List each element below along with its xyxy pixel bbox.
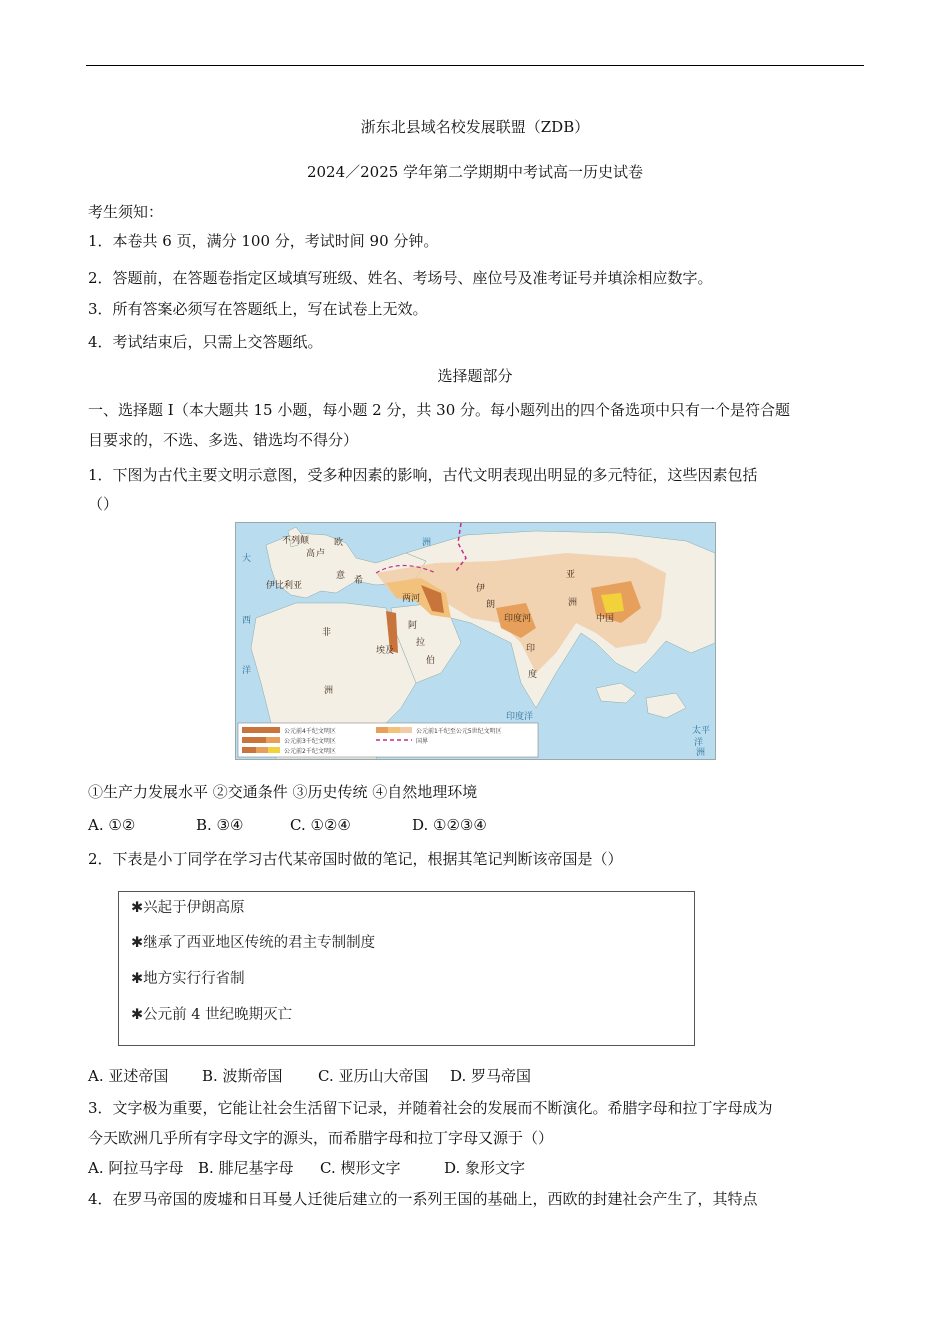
map-label: 洲 [696,748,706,758]
q3-option-a[interactable]: A. 阿拉马字母 [88,1159,184,1177]
map-label: 中国 [596,614,615,624]
map-label: 伊比利亚 [266,581,303,591]
q3-option-d[interactable]: D. 象形文字 [444,1159,526,1177]
section-instruction: 一、选择题 I（本大题共 15 小题，每小题 2 分，共 30 分。每小题列出的四个备选项中只有一个是符合题 [88,401,791,419]
q2-stem: 2．下表是小丁同学在学习古代某帝国时做的笔记，根据其笔记判断该帝国是（） [88,850,623,868]
civilization-map [235,522,716,760]
q1-stem: （） [88,495,119,513]
map-label: 卢 [316,549,326,559]
q4-stem: 4．在罗马帝国的废墟和日耳曼人迁徙后建立的一系列王国的基础上，西欧的封建社会产生了，其特点 [88,1190,758,1208]
map-label: 拉 [416,638,426,648]
q2-notes-box [118,891,695,1046]
legend-swatch [242,727,280,733]
q3-stem: 今天欧洲几乎所有字母文字的源头，而希腊字母和拉丁字母又源于（） [88,1129,554,1147]
map-label: 两河 [402,594,421,604]
map-label: 阿 [408,621,418,631]
map-label: 洲 [324,686,334,696]
q2-option-d[interactable]: D. 罗马帝国 [450,1067,532,1085]
section-title: 选择题部分 [437,367,513,385]
q1-option-b[interactable]: B. ③④ [196,816,244,834]
map-label: 希 [354,576,364,586]
section-instruction: 目要求的，不选、多选、错选均不得分） [88,431,359,449]
notice-item: 4．考试结束后，只需上交答题纸。 [88,333,323,351]
legend-swatch [376,727,388,733]
map-label: 太平 [692,726,711,736]
map-label: 高 [306,549,316,559]
exam-org: 浙东北县域名校发展联盟（ZDB） [360,118,590,136]
notice-heading: 考生须知： [88,203,164,221]
legend-swatch [256,747,268,753]
q1-option-c[interactable]: C. ①②④ [290,816,351,834]
notice-item: 3．所有答案必须写在答题纸上，写在试卷上无效。 [88,300,428,318]
map-label: 亚 [566,570,576,580]
q1-option-d[interactable]: D. ①②③④ [412,816,487,834]
legend-label: 公元前3千纪文明区 [284,738,336,745]
map-label: 伯 [426,656,436,666]
legend-swatch [388,727,400,733]
map-label: 洋 [694,738,704,748]
legend-label: 公元前1千纪至公元5世纪文明区 [416,728,502,735]
exam-title: 2024／2025 学年第二学期期中考试高一历史试卷 [306,163,644,181]
map-label: 洲 [568,598,578,608]
q2-note: ✱地方实行行省制 [131,971,245,987]
q2-option-a[interactable]: A. 亚述帝国 [88,1067,169,1085]
q1-stem: 1．下图为古代主要文明示意图，受多种因素的影响，古代文明表现出明显的多元特征，这些因素包括 [88,466,758,484]
map-label: 欧 [334,538,344,548]
notice-item: 2．答题前，在答题卷指定区域填写班级、姓名、考场号、座位号及准考证号并填涂相应数字。 [88,269,713,287]
q3-option-b[interactable]: B. 腓尼基字母 [198,1159,294,1177]
map-label: 大 [242,554,252,564]
map-label: 不列颠 [282,536,310,546]
map-label: 西 [242,616,252,626]
map-label: 非 [322,628,332,638]
legend-swatch [242,737,266,743]
map-label: 朗 [486,600,496,610]
q2-option-b[interactable]: B. 波斯帝国 [202,1067,283,1085]
notice-item: 1．本卷共 6 页，满分 100 分，考试时间 90 分钟。 [88,232,439,250]
legend-swatch [268,747,280,753]
map-label: 印 [526,644,536,654]
q2-note: ✱兴起于伊朗高原 [131,900,245,916]
q3-stem: 3．文字极为重要，它能让社会生活留下记录，并随着社会的发展而不断演化。希腊字母和拉丁字母成为 [88,1099,773,1117]
q2-option-c[interactable]: C. 亚历山大帝国 [318,1067,429,1085]
q2-note: ✱公元前 4 世纪晚期灭亡 [131,1007,293,1023]
map-label: 印度洋 [506,712,534,722]
q3-option-c[interactable]: C. 楔形文字 [320,1159,401,1177]
legend-swatch [266,737,280,743]
map-label: 印度河 [504,614,532,624]
q1-factors: ①生产力发展水平 ②交通条件 ③历史传统 ④自然地理环境 [88,783,478,801]
map-label: 洋 [242,666,252,676]
map-label: 洲 [422,538,432,548]
q1-option-a[interactable]: A. ①② [88,816,136,834]
map-label: 伊 [476,584,486,594]
legend-label: 公元前2千纪文明区 [284,748,336,755]
legend-swatch [242,747,256,753]
map-label: 意 [336,571,346,581]
map-label: 埃及 [376,646,395,656]
legend-label: 国界 [416,738,429,745]
q2-note: ✱继承了西亚地区传统的君主专制制度 [131,935,376,951]
header-rule [86,65,864,66]
legend-swatch [400,727,412,733]
map-label: 度 [528,670,538,680]
legend-label: 公元前4千纪文明区 [284,728,336,735]
